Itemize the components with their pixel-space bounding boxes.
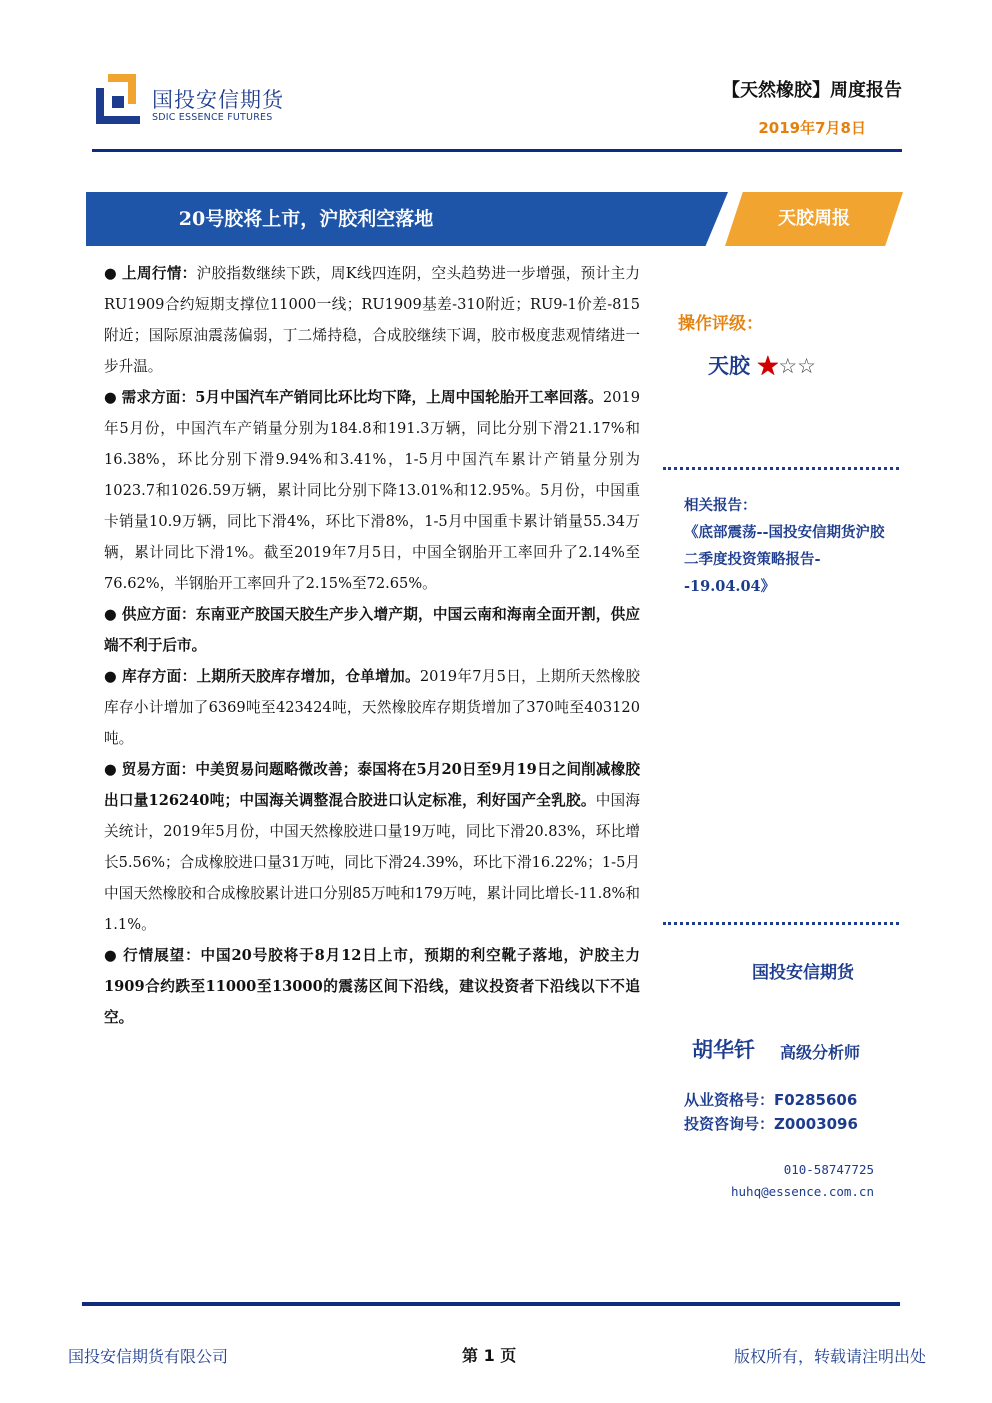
star-empty-icon: ☆	[778, 354, 798, 378]
section-heading: 需求方面：	[121, 389, 196, 406]
bullet-icon: ●	[104, 668, 118, 685]
bullet-icon: ●	[104, 947, 118, 964]
email-address: huhq@essence.com.cn	[731, 1184, 874, 1199]
report-type: 【天然橡胶】周度报告	[722, 80, 902, 101]
dotted-divider	[663, 467, 899, 470]
advisory-number: 投资咨询号：Z0003096	[684, 1115, 858, 1133]
section-summary: 中国20号胶将于8月12日上市，预期的利空靴子落地，沪胶主力1909合约跌至11000至13000的震荡区间下沿线，建议投资者下沿线以下不追空。	[104, 947, 641, 1026]
logo-text-cn: 国投安信期货	[152, 88, 284, 112]
section-heading: 供应方面：	[121, 606, 196, 623]
bullet-icon: ●	[104, 389, 117, 406]
related-report-link: 《底部震荡--国投安信期货沪胶二季度投资策略报告--19.04.04》	[684, 524, 885, 595]
analyst-title: 高级分析师	[780, 1043, 861, 1062]
company-name: 国投安信期货	[752, 963, 854, 983]
section-summary: 上期所天胶库存增加，仓单增加。	[196, 668, 420, 685]
footer-copyright: 版权所有，转载请注明出处	[733, 1347, 926, 1366]
logo-text-en: SDIC ESSENCE FUTURES	[152, 112, 273, 123]
rating-item: 天胶	[708, 353, 750, 378]
license-number: 从业资格号：F0285606	[684, 1091, 858, 1109]
footer-company: 国投安信期货有限公司	[68, 1347, 229, 1366]
section-heading: 库存方面：	[122, 668, 197, 685]
page-number: 第 1 页	[462, 1346, 517, 1365]
section-heading: 上周行情：	[122, 265, 197, 282]
bullet-icon: ●	[104, 265, 118, 282]
star-empty-icon: ☆	[797, 354, 816, 378]
section-market	[104, 258, 640, 382]
sdic-logo-icon	[96, 74, 140, 124]
section-summary: 中美贸易问题略微改善；泰国将在5月20日至9月19日之间削减橡胶出口量126240吨；中国海关调整混合胶进口认定标准，利好国产全乳胶。	[104, 761, 640, 809]
header-divider	[92, 149, 902, 152]
logo	[96, 74, 316, 128]
phone-number: 010-58747725	[783, 1162, 874, 1177]
section-inventory	[104, 661, 640, 754]
section-text: 中国海关统计，2019年5月份，中国天然橡胶进口量19万吨，同比下滑20.83%，环比增长5.56%；合成橡胶进口量31万吨，同比下滑24.39%，环比下滑16.22%；1-5月中国天然橡胶和合成橡胶累计进口分别85万吨和179万吨，累计同比增长-11.8%和1.1%。	[104, 792, 640, 933]
section-text: 2019年5月份，中国汽车产销量分别为184.8和191.3万辆，同比分别下滑21.17%和16.38%，环比分别下滑9.94%和3.41%，1-5月中国汽车累计产销量分别为1023.7和1026.59万辆，累计同比分别下降13.01%和12.95%。5月份，中国重卡销量10.9万辆，同比下滑4%，环比下滑8%，1-5月中国重卡累计销量55.34万辆，累计同比下滑1%。截至2019年7月5日，中国全钢胎开工率回升了2.14%至76.62%，半钢胎开工率回升了2.15%至72.65%。	[104, 389, 640, 592]
bullet-icon: ●	[104, 761, 117, 778]
dotted-divider	[663, 922, 899, 925]
related-label: 相关报告：	[684, 497, 757, 514]
bullet-icon: ●	[104, 606, 117, 623]
rating-row	[708, 350, 816, 380]
section-outlook	[104, 940, 640, 1033]
main-content	[104, 258, 640, 1033]
footer-divider	[82, 1302, 900, 1306]
report-tag: 天胶周报	[778, 208, 850, 229]
section-summary: 5月中国汽车产销同比环比均下降，上周中国轮胎开工率回落。	[195, 389, 603, 406]
report-date: 2019年7月8日	[758, 119, 866, 137]
section-heading: 贸易方面：	[121, 761, 196, 778]
analyst-name: 胡华钎	[692, 1038, 755, 1062]
section-supply	[104, 599, 640, 661]
report-title: 20号胶将上市，沪胶利空落地	[178, 208, 434, 230]
section-text: 沪胶指数继续下跌，周K线四连阴，空头趋势进一步增强，预计主力RU1909合约短期支撑位11000一线；RU1909基差-310附近；RU9-1价差-815附近；国际原油震荡偏弱，丁二烯持稳，合成胶继续下调，胶市极度悲观情绪进一步升温。	[104, 265, 641, 375]
section-text: 2019年7月5日，上期所天然橡胶库存小计增加了6369吨至423424吨，天然橡胶库存期货增加了370吨至403120吨。	[104, 668, 641, 747]
section-summary: 东南亚产胶国天胶生产步入增产期，中国云南和海南全面开割，供应端不利于后市。	[104, 606, 640, 654]
section-heading: 行情展望：	[123, 947, 201, 964]
section-trade	[104, 754, 640, 940]
rating-stars	[757, 353, 816, 378]
star-filled-icon: ★	[757, 353, 779, 378]
section-demand	[104, 382, 640, 599]
rating-label: 操作评级：	[678, 314, 763, 334]
